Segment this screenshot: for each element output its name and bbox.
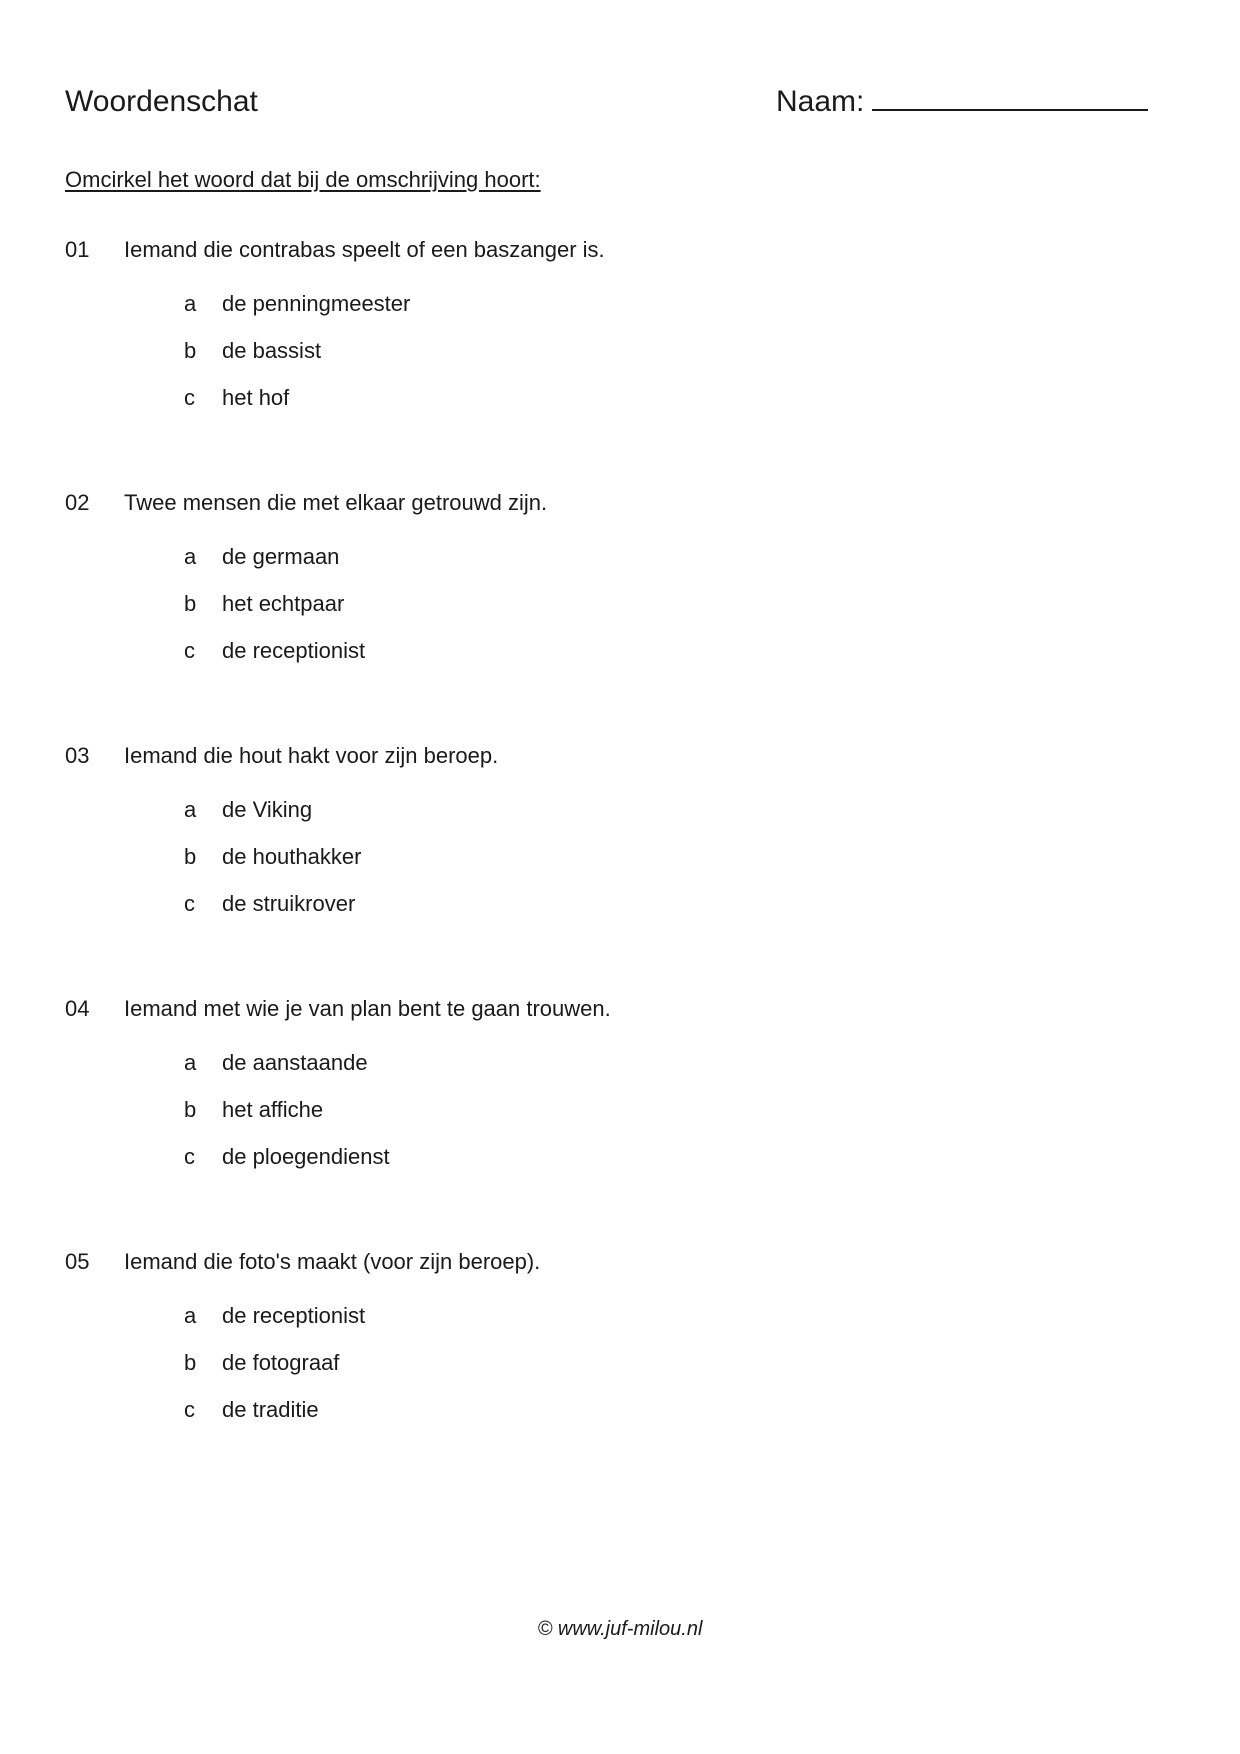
option-letter: b	[184, 338, 197, 363]
answer-option-b[interactable]	[65, 337, 1165, 384]
option-text: de struikrover	[222, 891, 356, 916]
question-05	[65, 1248, 1165, 1443]
option-text: het hof	[222, 385, 290, 410]
answer-option-a[interactable]	[65, 543, 1165, 590]
answer-option-c[interactable]	[65, 1143, 1165, 1190]
question-03	[65, 742, 1165, 937]
answer-option-c[interactable]	[65, 890, 1165, 937]
option-letter: b	[184, 844, 197, 869]
option-text: de penningmeester	[222, 291, 411, 316]
option-text: de germaan	[222, 544, 340, 569]
answer-option-b[interactable]	[65, 843, 1165, 890]
question-text: Iemand met wie je van plan bent te gaan trouwen.	[124, 996, 611, 1021]
option-letter: b	[184, 1097, 197, 1122]
option-text: het echtpaar	[222, 591, 345, 616]
option-text: de receptionist	[222, 1303, 366, 1328]
option-letter: a	[184, 797, 197, 822]
answer-options	[65, 1302, 1165, 1443]
question-text: Iemand die contrabas speelt of een baszanger is.	[124, 237, 605, 262]
name-field[interactable]	[776, 84, 1148, 120]
option-letter: c	[184, 638, 195, 663]
option-letter: b	[184, 591, 197, 616]
question-text: Iemand die hout hakt voor zijn beroep.	[124, 743, 499, 768]
page-title: Woordenschat	[65, 85, 258, 118]
question-02	[65, 489, 1165, 684]
option-text: de fotograaf	[222, 1350, 340, 1375]
answer-options	[65, 543, 1165, 684]
option-letter: a	[184, 1050, 197, 1075]
question-number: 02	[65, 490, 90, 515]
question-number: 04	[65, 996, 90, 1021]
answer-option-a[interactable]	[65, 796, 1165, 843]
answer-option-a[interactable]	[65, 1049, 1165, 1096]
question-04	[65, 995, 1165, 1190]
answer-option-a[interactable]	[65, 1302, 1165, 1349]
answer-options	[65, 290, 1165, 431]
question-text: Twee mensen die met elkaar getrouwd zijn.	[124, 490, 548, 515]
option-letter: c	[184, 385, 195, 410]
answer-options	[65, 796, 1165, 937]
option-text: de houthakker	[222, 844, 362, 869]
answer-option-c[interactable]	[65, 384, 1165, 431]
question-list	[65, 236, 1165, 1501]
option-letter: a	[184, 544, 197, 569]
option-letter: c	[184, 1397, 195, 1422]
answer-option-b[interactable]	[65, 590, 1165, 637]
option-text: de traditie	[222, 1397, 319, 1422]
option-text: de ploegendienst	[222, 1144, 390, 1169]
question-number: 03	[65, 743, 90, 768]
question-number: 01	[65, 237, 90, 262]
answer-option-b[interactable]	[65, 1349, 1165, 1396]
name-label: Naam:	[776, 85, 865, 118]
option-letter: b	[184, 1350, 197, 1375]
option-text: de aanstaande	[222, 1050, 368, 1075]
name-blank-line[interactable]	[872, 108, 1148, 111]
question-text: Iemand die foto's maakt (voor zijn beroep).	[124, 1249, 541, 1274]
option-letter: a	[184, 291, 197, 316]
option-text: de bassist	[222, 338, 322, 363]
answer-option-a[interactable]	[65, 290, 1165, 337]
answer-options	[65, 1049, 1165, 1190]
question-01	[65, 236, 1165, 431]
answer-option-b[interactable]	[65, 1096, 1165, 1143]
option-letter: c	[184, 891, 195, 916]
option-letter: a	[184, 1303, 197, 1328]
option-text: de Viking	[222, 797, 313, 822]
answer-option-c[interactable]	[65, 637, 1165, 684]
option-text: het affiche	[222, 1097, 324, 1122]
copyright-footer: © www.juf-milou.nl	[537, 1618, 703, 1640]
instruction-text: Omcirkel het woord dat bij de omschrijving hoort:	[65, 167, 541, 192]
option-text: de receptionist	[222, 638, 366, 663]
answer-option-c[interactable]	[65, 1396, 1165, 1443]
option-letter: c	[184, 1144, 195, 1169]
question-number: 05	[65, 1249, 90, 1274]
